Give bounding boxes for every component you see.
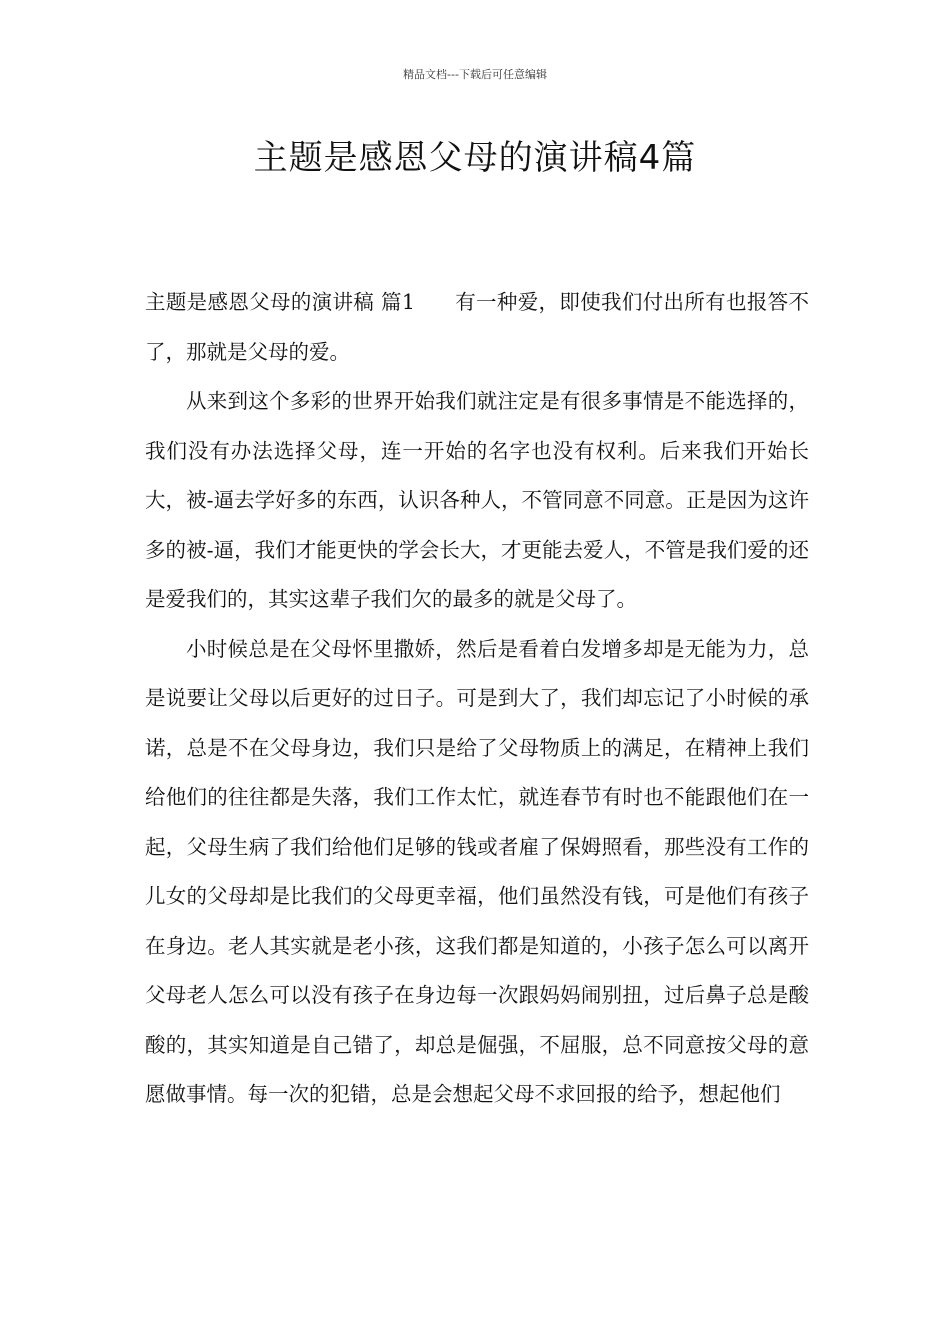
paragraph-1	[145, 278, 809, 377]
section-heading: 主题是感恩父母的演讲稿 篇1	[145, 290, 415, 314]
paragraph-3: 小时候总是在父母怀里撒娇，然后是看着白发增多却是无能为力，总是说要让父母以后更好的过日子。可是到大了，我们却忘记了小时候的承诺，总是不在父母身边，我们只是给了父母物质上的满足，在精神上我们给他们的往往都是失落，我们工作太忙，就连春节有时也不能跟他们在一起，父母生病了我们给他们足够的钱或者雇了保姆照看，那些没有工作的儿女的父母却是比我们的父母更幸福，他们虽然没有钱，可是他们有孩子在身边。老人其实就是老小孩，这我们都是知道的，小孩子怎么可以离开父母老人怎么可以没有孩子在身边每一次跟妈妈闹别扭，过后鼻子总是酸酸的，其实知道是自己错了，却总是倔强，不屈服，总不同意按父母的意愿做事情。每一次的犯错，总是会想起父母不求回报的给予，想起他们	[145, 636, 809, 1106]
paragraph-1-text: 有一种爱，即使我们付出所有也报答不了，那就是父母的爱。	[145, 290, 810, 364]
document-body	[145, 278, 809, 1120]
paragraph-2: 从来到这个多彩的世界开始我们就注定是有很多事情是不能选择的，我们没有办法选择父母，连一开始的名字也没有权利。后来我们开始长大，被-逼去学好多的东西，认识各种人，不管同意不同意。正是因为这许多的被-逼，我们才能更快的学会长大，才更能去爱人，不管是我们爱的还是爱我们的，其实这辈子我们欠的最多的就是父母了。	[145, 389, 809, 611]
page-title: 主题是感恩父母的演讲稿4篇	[253, 138, 697, 178]
header-note: 精品文档---下载后可任意编辑	[403, 68, 547, 81]
